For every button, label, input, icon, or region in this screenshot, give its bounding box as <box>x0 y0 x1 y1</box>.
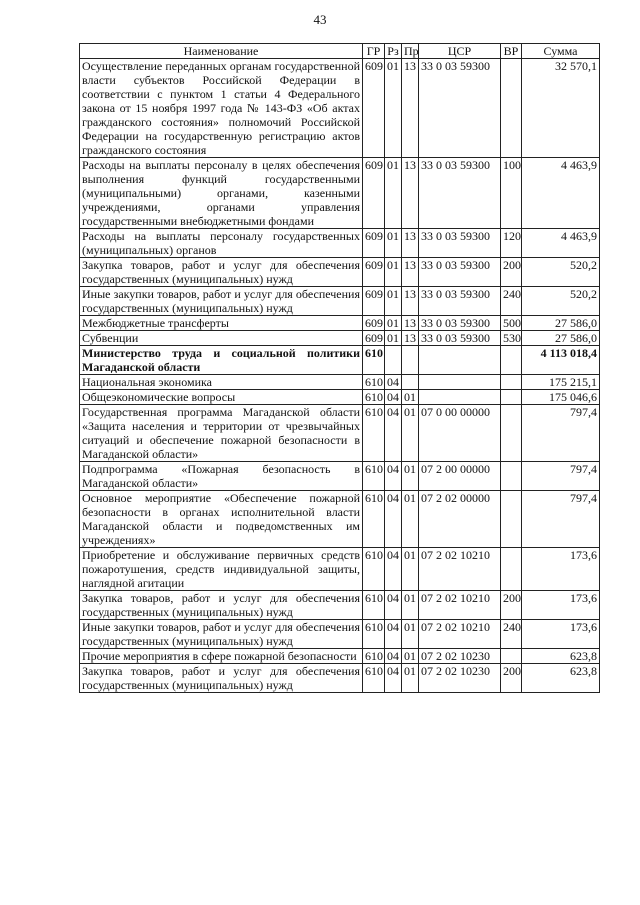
cell-pr: 13 <box>402 287 419 316</box>
cell-rz <box>385 346 402 375</box>
cell-csr: 33 0 03 59300 <box>419 287 501 316</box>
cell-vr: 120 <box>501 229 522 258</box>
cell-sum: 623,8 <box>522 649 600 664</box>
cell-pr: 01 <box>402 649 419 664</box>
cell-csr: 33 0 03 59300 <box>419 229 501 258</box>
cell-name: Подпрограмма «Пожарная безопасность в Магаданской области» <box>80 462 363 491</box>
cell-rz: 04 <box>385 620 402 649</box>
cell-vr <box>501 346 522 375</box>
cell-sum: 27 586,0 <box>522 316 600 331</box>
cell-csr: 07 2 02 10230 <box>419 649 501 664</box>
cell-rz: 01 <box>385 59 402 158</box>
cell-pr: 01 <box>402 405 419 462</box>
cell-name: Расходы на выплаты персоналу в целях обеспечения выполнения функций государственными (муниципальными) органами, казенными учреждениями, органами управления государственными внебюджетными фондами <box>80 158 363 229</box>
cell-sum: 797,4 <box>522 405 600 462</box>
cell-pr: 01 <box>402 390 419 405</box>
cell-sum: 520,2 <box>522 287 600 316</box>
cell-rz: 01 <box>385 258 402 287</box>
cell-name: Осуществление переданных органам государственной власти субъектов Российской Федерации в соответствии с пунктом 1 статьи 4 Федерального закона от 15 ноября 1997 года № 143-ФЗ «Об актах гражданского состояния» полномочий Российской Федерации на государственную регистрацию актов гражданского состояния <box>80 59 363 158</box>
cell-gr: 610 <box>363 346 385 375</box>
table-row <box>80 405 600 462</box>
cell-vr: 200 <box>501 664 522 693</box>
cell-pr <box>402 346 419 375</box>
cell-csr: 07 2 00 00000 <box>419 462 501 491</box>
cell-rz: 04 <box>385 491 402 548</box>
header-csr: ЦСР <box>419 44 501 59</box>
header-vr: ВР <box>501 44 522 59</box>
cell-sum: 173,6 <box>522 548 600 591</box>
cell-name: Государственная программа Магаданской области «Защита населения и территории от чрезвычайных ситуаций и обеспечение пожарной безопасности в Магаданской области» <box>80 405 363 462</box>
cell-sum: 797,4 <box>522 491 600 548</box>
cell-rz: 01 <box>385 229 402 258</box>
table-header-row <box>80 44 600 59</box>
cell-sum: 623,8 <box>522 664 600 693</box>
cell-rz: 04 <box>385 462 402 491</box>
cell-csr: 07 2 02 10210 <box>419 591 501 620</box>
table-row <box>80 491 600 548</box>
cell-rz: 04 <box>385 548 402 591</box>
cell-rz: 04 <box>385 390 402 405</box>
cell-vr <box>501 491 522 548</box>
cell-gr: 610 <box>363 649 385 664</box>
cell-sum: 175 046,6 <box>522 390 600 405</box>
cell-gr: 609 <box>363 258 385 287</box>
cell-gr: 610 <box>363 664 385 693</box>
cell-pr <box>402 375 419 390</box>
cell-name: Основное мероприятие «Обеспечение пожарной безопасности в органах исполнительной власти Магаданской области и подведомственных им учреждениях» <box>80 491 363 548</box>
cell-gr: 610 <box>363 491 385 548</box>
cell-csr: 07 2 02 10230 <box>419 664 501 693</box>
cell-pr: 01 <box>402 664 419 693</box>
cell-csr: 07 0 00 00000 <box>419 405 501 462</box>
cell-sum: 173,6 <box>522 591 600 620</box>
page-number: 43 <box>313 12 327 27</box>
cell-csr <box>419 346 501 375</box>
cell-pr: 01 <box>402 491 419 548</box>
cell-csr: 33 0 03 59300 <box>419 331 501 346</box>
cell-name: Закупка товаров, работ и услуг для обеспечения государственных (муниципальных) нужд <box>80 664 363 693</box>
cell-gr: 610 <box>363 620 385 649</box>
table-row <box>80 664 600 693</box>
table-row <box>80 287 600 316</box>
cell-vr <box>501 548 522 591</box>
cell-sum: 4 463,9 <box>522 158 600 229</box>
table-row <box>80 316 600 331</box>
table-row <box>80 229 600 258</box>
cell-sum: 175 215,1 <box>522 375 600 390</box>
cell-rz: 01 <box>385 287 402 316</box>
cell-csr: 33 0 03 59300 <box>419 258 501 287</box>
table-row <box>80 375 600 390</box>
cell-sum: 520,2 <box>522 258 600 287</box>
cell-rz: 04 <box>385 405 402 462</box>
header-gr: ГР <box>363 44 385 59</box>
cell-sum: 27 586,0 <box>522 331 600 346</box>
table-row <box>80 158 600 229</box>
cell-name: Иные закупки товаров, работ и услуг для обеспечения государственных (муниципальных) нужд <box>80 620 363 649</box>
cell-gr: 610 <box>363 375 385 390</box>
cell-rz: 01 <box>385 158 402 229</box>
cell-sum: 797,4 <box>522 462 600 491</box>
cell-pr: 13 <box>402 258 419 287</box>
cell-csr <box>419 375 501 390</box>
cell-name: Приобретение и обслуживание первичных средств пожаротушения, средств индивидуальной защиты, наглядной агитации <box>80 548 363 591</box>
cell-vr <box>501 59 522 158</box>
cell-vr: 200 <box>501 258 522 287</box>
cell-vr: 240 <box>501 620 522 649</box>
cell-gr: 610 <box>363 405 385 462</box>
cell-vr <box>501 405 522 462</box>
cell-vr: 530 <box>501 331 522 346</box>
cell-vr <box>501 390 522 405</box>
cell-pr: 13 <box>402 229 419 258</box>
cell-csr: 07 2 02 10210 <box>419 548 501 591</box>
table-row <box>80 390 600 405</box>
cell-gr: 609 <box>363 158 385 229</box>
table-row <box>80 258 600 287</box>
cell-name: Прочие мероприятия в сфере пожарной безопасности <box>80 649 363 664</box>
cell-pr: 13 <box>402 158 419 229</box>
cell-vr <box>501 649 522 664</box>
cell-rz: 04 <box>385 649 402 664</box>
cell-rz: 04 <box>385 591 402 620</box>
cell-name: Субвенции <box>80 331 363 346</box>
cell-rz: 01 <box>385 316 402 331</box>
table-row <box>80 620 600 649</box>
cell-vr: 240 <box>501 287 522 316</box>
table-row <box>80 649 600 664</box>
cell-pr: 01 <box>402 620 419 649</box>
cell-pr: 13 <box>402 316 419 331</box>
cell-csr: 33 0 03 59300 <box>419 158 501 229</box>
cell-name: Иные закупки товаров, работ и услуг для обеспечения государственных (муниципальных) нужд <box>80 287 363 316</box>
cell-csr: 07 2 02 10210 <box>419 620 501 649</box>
cell-sum: 173,6 <box>522 620 600 649</box>
cell-gr: 609 <box>363 331 385 346</box>
cell-name: Расходы на выплаты персоналу государственных (муниципальных) органов <box>80 229 363 258</box>
header-rz: Рз <box>385 44 402 59</box>
cell-gr: 609 <box>363 229 385 258</box>
table-row <box>80 591 600 620</box>
cell-gr: 609 <box>363 316 385 331</box>
cell-gr: 610 <box>363 462 385 491</box>
cell-sum: 4 463,9 <box>522 229 600 258</box>
cell-vr <box>501 462 522 491</box>
cell-gr: 609 <box>363 59 385 158</box>
cell-sum: 4 113 018,4 <box>522 346 600 375</box>
header-pr: Пр <box>402 44 419 59</box>
cell-gr: 609 <box>363 287 385 316</box>
cell-pr: 01 <box>402 548 419 591</box>
cell-gr: 610 <box>363 591 385 620</box>
cell-name: Закупка товаров, работ и услуг для обеспечения государственных (муниципальных) нужд <box>80 258 363 287</box>
cell-csr: 33 0 03 59300 <box>419 59 501 158</box>
cell-vr: 200 <box>501 591 522 620</box>
cell-gr: 610 <box>363 390 385 405</box>
cell-pr: 13 <box>402 59 419 158</box>
cell-rz: 04 <box>385 375 402 390</box>
header-name: Наименование <box>80 44 363 59</box>
cell-vr <box>501 375 522 390</box>
cell-gr: 610 <box>363 548 385 591</box>
cell-csr <box>419 390 501 405</box>
cell-vr: 500 <box>501 316 522 331</box>
cell-vr: 100 <box>501 158 522 229</box>
cell-name: Закупка товаров, работ и услуг для обеспечения государственных (муниципальных) нужд <box>80 591 363 620</box>
cell-pr: 01 <box>402 462 419 491</box>
cell-rz: 04 <box>385 664 402 693</box>
cell-pr: 13 <box>402 331 419 346</box>
cell-name: Межбюджетные трансферты <box>80 316 363 331</box>
cell-csr: 33 0 03 59300 <box>419 316 501 331</box>
header-sum: Сумма <box>522 44 600 59</box>
table-row <box>80 59 600 158</box>
cell-pr: 01 <box>402 591 419 620</box>
table-row <box>80 548 600 591</box>
budget-table <box>79 43 600 693</box>
table-row <box>80 462 600 491</box>
cell-name: Национальная экономика <box>80 375 363 390</box>
cell-name: Общеэкономические вопросы <box>80 390 363 405</box>
cell-sum: 32 570,1 <box>522 59 600 158</box>
cell-name: Министерство труда и социальной политики Магаданской области <box>80 346 363 375</box>
table-row <box>80 331 600 346</box>
cell-csr: 07 2 02 00000 <box>419 491 501 548</box>
cell-rz: 01 <box>385 331 402 346</box>
table-row <box>80 346 600 375</box>
